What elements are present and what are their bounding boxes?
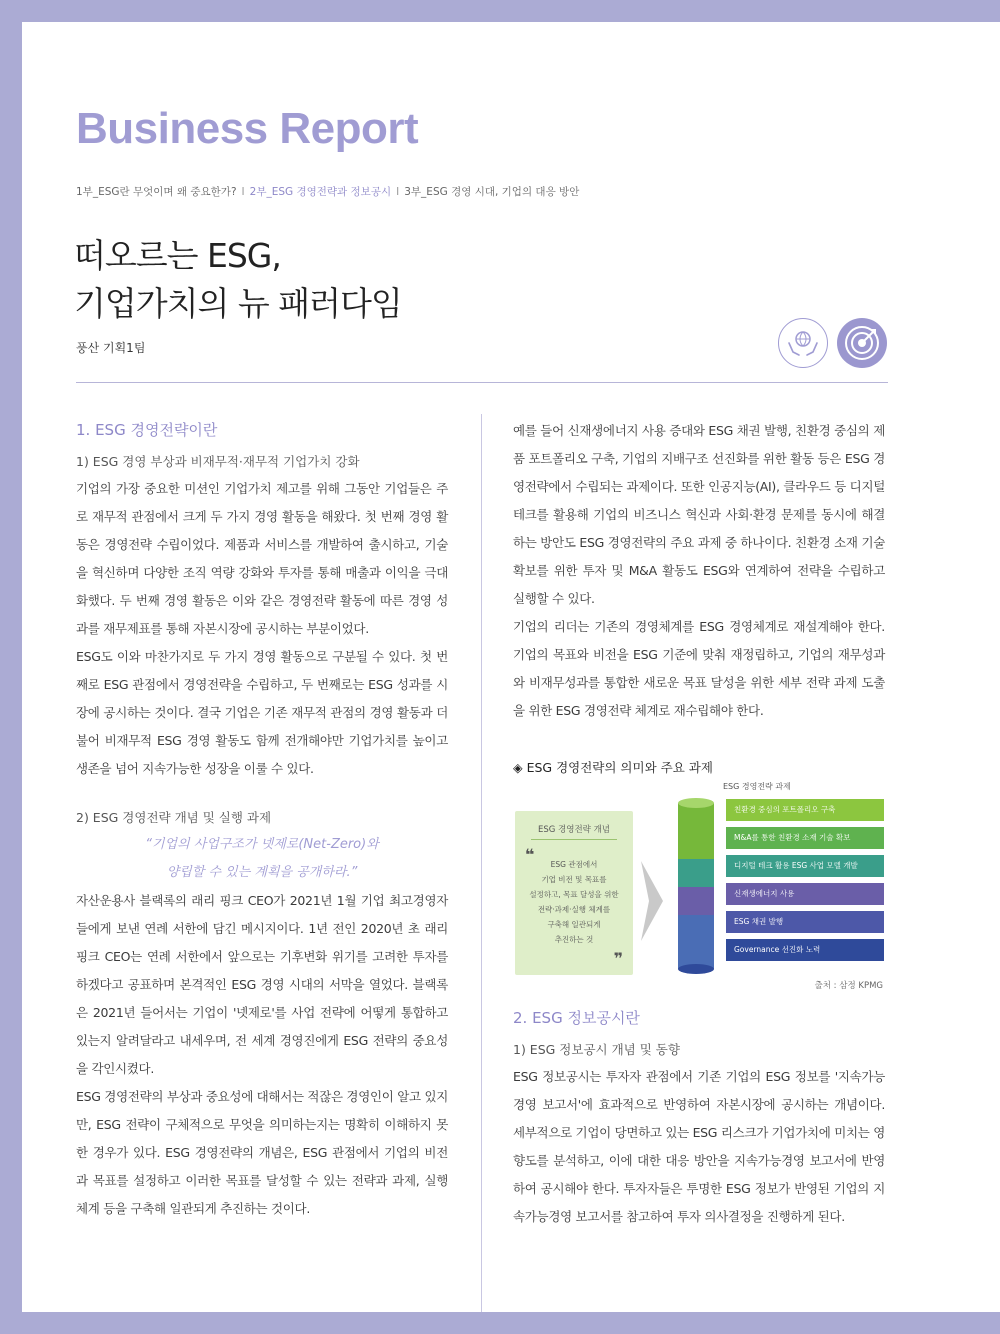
column-divider: [481, 414, 482, 1312]
task-label: 신재생에너지 사용: [734, 889, 795, 898]
target-icon: [837, 318, 887, 368]
task-label: M&A를 통한 친환경 소재 기술 확보: [734, 833, 851, 842]
breadcrumb: [76, 184, 579, 199]
header-rule: [76, 382, 888, 383]
concept-line: 설정하고, 목표 달성을 위한: [529, 890, 619, 899]
concept-line: 추진하는 것: [554, 935, 594, 944]
breadcrumb-part1[interactable]: 1부_ESG란 무엇이며 왜 중요한가?: [76, 186, 237, 198]
paragraph: ESG 경영전략의 부상과 중요성에 대해서는 적잖은 경영인이 알고 있지만, ESG 전략이 구체적으로 무엇을 의미하는지는 명확히 이해하지 못한 경우가 있다. ESG 경영전략의 개념은, ESG 관점에서 기업의 비전과 목표를 설정하고 이러한 목표를 달성할 수 있는 전략과 과제, 실행 체계 등을 구축해 일관되게 추진하는 것이다.: [76, 1089, 448, 1216]
paragraph: 기업의 가장 중요한 미션인 기업가치 제고를 위해 그동안 기업들은 주로 재무적 관점에서 크게 두 가지 경영 활동을 해왔다. 첫 번째 경영 활동은 경영전략 수립이었다. 제품과 서비스를 개발하여 출시하고, 기술을 혁신하며 다양한 조직 역량 강화와 투자를 통해 매출과 이익을 극대화했다. 두 번째 경영 활동은 이와 같은 경영전략 활동에 따른 경영 성과를 재무제표를 통해 자본시장에 공시하는 부분이었다.: [76, 481, 448, 636]
article-title: [74, 232, 402, 328]
article-author: 풍산 기획1팀: [76, 341, 146, 355]
breadcrumb-part3[interactable]: 3부_ESG 경영 시대, 기업의 대응 방안: [404, 186, 580, 198]
esg-strategy-diagram: [513, 781, 885, 991]
breadcrumb-separator: I: [241, 186, 245, 198]
right-column: [513, 417, 885, 1231]
concept-line: 전략·과제·실행 체계를: [537, 905, 611, 914]
task-row: [726, 883, 884, 905]
section1-sub2-title: 2) ESG 경영전략 개념 및 실행 과제: [76, 810, 272, 825]
concept-body: [523, 857, 625, 947]
pull-quote-line2: 양립할 수 있는 계획을 공개하라.”: [166, 865, 358, 880]
breadcrumb-part2[interactable]: 2부_ESG 경영전략과 정보공시: [249, 186, 392, 198]
task-label: 친환경 중심의 포트폴리오 구축: [734, 805, 836, 814]
open-quote-icon: ❝: [525, 845, 535, 864]
pull-quote-line1: “기업의 사업구조가 넷제로(Net-Zero)와: [145, 837, 379, 852]
page: [22, 22, 1000, 1312]
task-row: [726, 939, 884, 961]
concept-title: ESG 경영전략 개념: [537, 825, 611, 835]
hands-globe-icon: [778, 318, 828, 368]
paragraph: 자산운용사 블랙록의 래리 핑크 CEO가 2021년 1월 기업 최고경영자들에게 보낸 연례 서한에 담긴 메시지이다. 1년 전인 2020년 초 래리 핑크 CEO는 연례 서한에서 앞으로는 기후변화 위기를 고려한 투자를 하겠다고 공표하며 본격적인 ESG 경영 시대의 서막을 열었다. 블랙록은 2021년 들어서는 기업이 '넷제로'를 사업 전략에 어떻게 통합하고 있는지 알려달라고 내세우며, 전 세계 경영진에게 ESG 전략의 중요성을 각인시켰다.: [76, 893, 448, 1076]
task-row: [726, 911, 884, 933]
paragraph: ESG도 이와 마찬가지로 두 가지 경영 활동으로 구분될 수 있다. 첫 번째로 ESG 관점에서 경영전략을 수립하고, 두 번째로는 ESG 성과를 시장에 공시하는 것이다. 결국 기업은 기존 재무적 관점의 경영 활동과 더불어 비재무적 ESG 경영 활동도 함께 전개해야만 기업가치를 높이고 생존을 넘어 지속가능한 성장을 이룰 수 있다.: [76, 649, 448, 776]
magazine-header-title: Business Report: [76, 104, 419, 153]
pull-quote: [76, 831, 448, 887]
section2-title: 2. ESG 정보공시란: [513, 1009, 640, 1027]
left-column: [76, 417, 448, 1223]
concept-box: [515, 811, 633, 975]
paragraph: ESG 정보공시는 투자자 관점에서 기존 기업의 ESG 정보를 '지속가능경영 보고서'에 효과적으로 반영하여 자본시장에 공시하는 개념이다. 세부적으로 기업이 당면하고 있는 ESG 리스크가 기업가치에 미치는 영향도를 분석하고, 이에 대한 대응 방안을 지속가능경영 보고서에 반영하여 공시해야 한다. 투자자들은 투명한 ESG 정보가 반영된 기업의 지속가능경영 보고서를 참고하여 투자 의사결정을 진행하게 된다.: [513, 1069, 885, 1224]
article-title-line1: 떠오르는 ESG,: [74, 236, 281, 275]
right-arrow-icon: [641, 861, 663, 941]
close-quote-icon: ❞: [613, 949, 623, 968]
concept-line: ESG 관점에서: [550, 860, 598, 869]
section1-sub1-title: 1) ESG 경영 부상과 비재무적·재무적 기업가치 강화: [76, 454, 360, 469]
divider: [531, 839, 617, 840]
diagram-source: 출처 : 삼정 KPMG: [814, 981, 883, 991]
article-title-line2: 기업가치의 뉴 패러다임: [74, 284, 402, 323]
breadcrumb-separator: I: [396, 186, 400, 198]
tasks-label: ESG 경영전략 과제: [723, 782, 791, 791]
section2-sub1-title: 1) ESG 정보공시 개념 및 동향: [513, 1042, 680, 1057]
task-label: Governance 선진화 노력: [734, 945, 821, 954]
task-label: 디지털 테크 활용 ESG 사업 모델 개발: [734, 861, 858, 870]
concept-line: 구축해 일관되게: [547, 920, 601, 929]
diagram-title: ◈ ESG 경영전략의 의미와 주요 과제: [513, 760, 713, 775]
paragraph: 예를 들어 신재생에너지 사용 증대와 ESG 채권 발행, 친환경 중심의 제품 포트폴리오 구축, 기업의 지배구조 선진화를 위한 활동 등은 ESG 경영전략에서 수립되는 과제이다. 또한 인공지능(AI), 클라우드 등 디지털 테크를 활용해 기업의 비즈니스 혁신과 사회·환경 문제를 동시에 해결하는 방안도 ESG 경영전략의 주요 과제 중 하나이다. 친환경 소재 기술 확보를 위한 투자 및 M&A 활동도 ESG와 연계하여 전략을 수립하고 실행할 수 있다.: [513, 423, 885, 606]
cylinder-icon: [676, 797, 716, 975]
section1-title: 1. ESG 경영전략이란: [76, 421, 218, 439]
task-label: ESG 채권 발행: [734, 917, 784, 926]
paragraph: 기업의 리더는 기존의 경영체계를 ESG 경영체계로 재설계해야 한다. 기업의 목표와 비전을 ESG 기준에 맞춰 재정립하고, 기업의 재무성과와 비재무성과를 통합한 새로운 목표 달성을 위한 세부 전략 과제 도출을 위한 ESG 경영전략 체계로 재수립해야 한다.: [513, 619, 885, 718]
task-row: [726, 855, 884, 877]
task-row: [726, 799, 884, 821]
task-row: [726, 827, 884, 849]
concept-line: 기업 비전 및 목표를: [541, 875, 607, 884]
